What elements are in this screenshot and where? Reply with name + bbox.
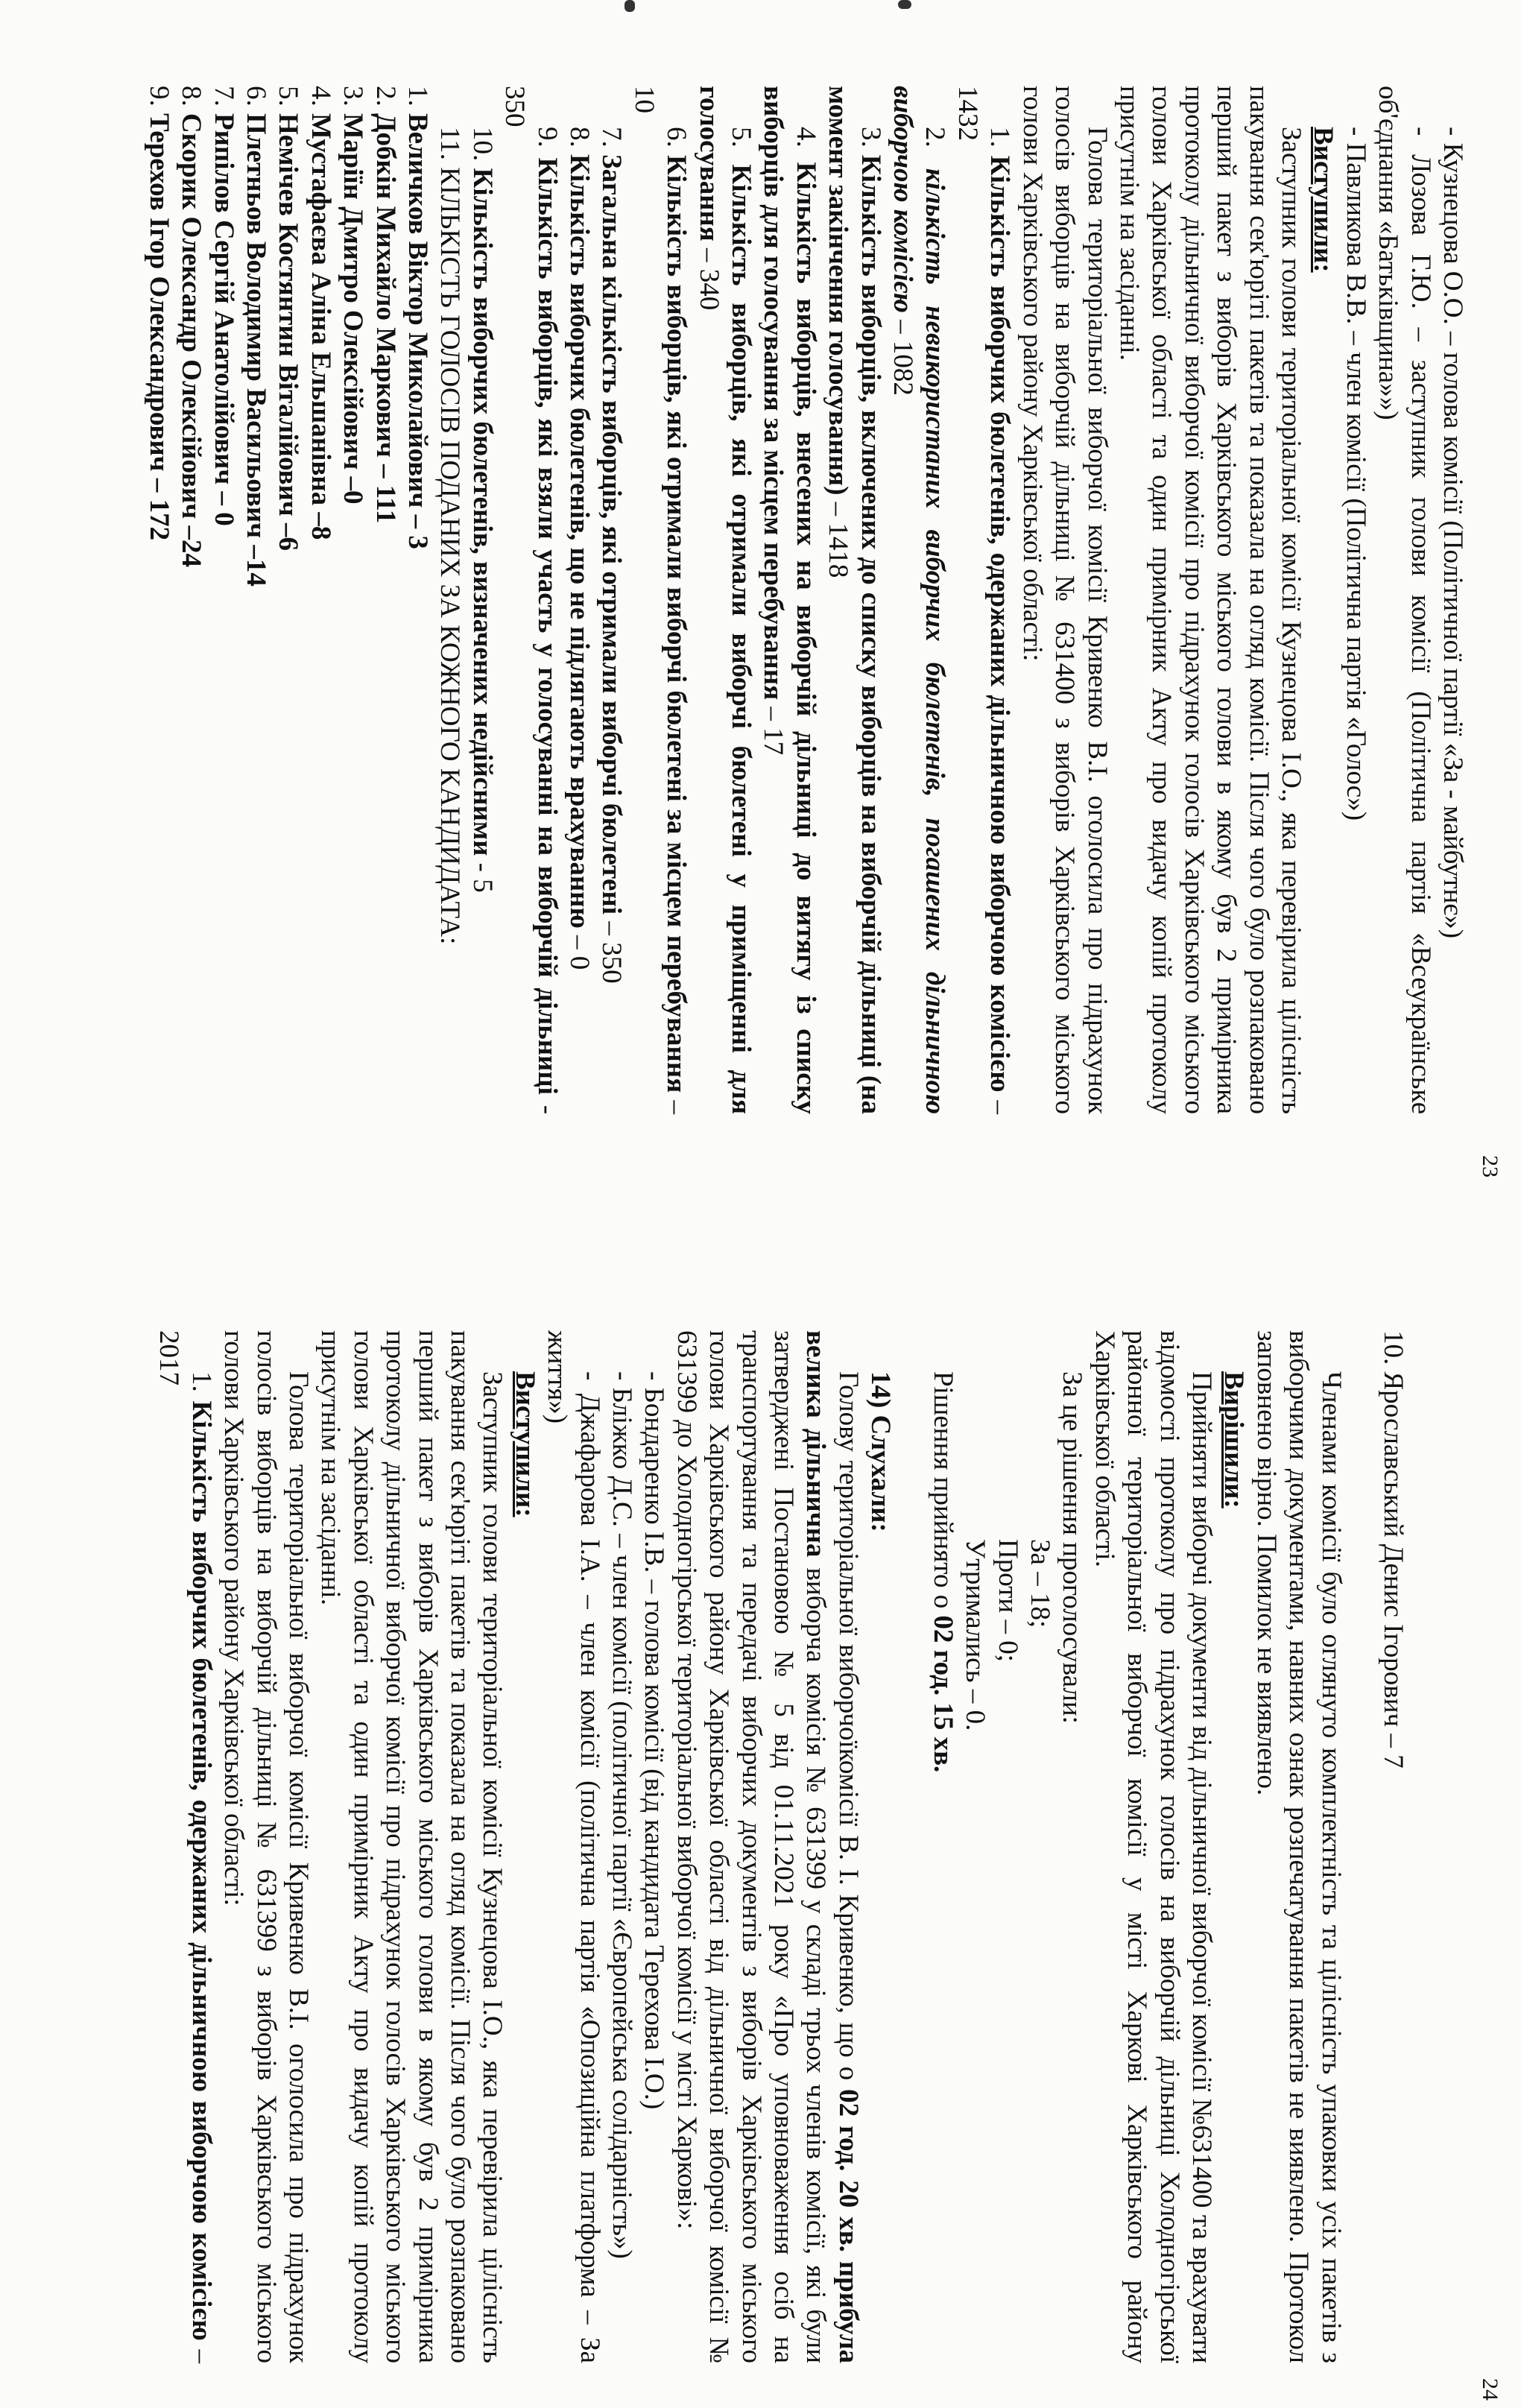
candidate-row: 3. Маріїн Дмитро Олексійович –0 bbox=[338, 86, 369, 505]
decision-time: Рішення прийнято о 02 год. 15 хв. bbox=[927, 1371, 958, 1773]
check-paragraph: Членами комісії було оглянуто комплектність та цілісність упаковки усіх пакетів з виборчими документами, навних ознак розпечатування пакетів не виявлено. Протокол заповнено вірно. Помилок не виявлено. bbox=[1250, 1330, 1347, 2363]
candidate-row: 10. Ярославський Денис Ігорович – 7 bbox=[1378, 1330, 1408, 1769]
candidate-row: 1. Величков Віктор Миколайович – 3 bbox=[402, 86, 433, 549]
vote-intro: За це рішення проголосували: bbox=[1057, 1371, 1088, 1724]
candidate-row: 2. Добкін Михайло Маркович – 111 bbox=[370, 86, 401, 524]
candidate-row: 7. Рипілов Сергій Анатолійович – 0 bbox=[208, 86, 239, 526]
section-14-label: 14) Слухали: bbox=[865, 1371, 897, 1532]
announcement-paragraph: Голова територіальної виборчої комісії Кривенко В.І. оголосила про підрахунок голосів виборців на виборчій дільниці № 631400 з виборів Харківського міського голови Харківського району Харківської області: bbox=[1016, 86, 1113, 1114]
candidate-list bbox=[142, 86, 434, 1114]
result-item: 4. Кількість виборців, внесених на виборчій дільниці до витягу із списку виборців для голосування за місцем перебування – 17 bbox=[758, 86, 821, 1114]
speakers-label: Виступили: bbox=[509, 1371, 540, 1517]
page-number: 23 bbox=[1478, 1155, 1502, 1178]
member-line: - Бондаренко І.В. – голова комісії (від кандидата Терехова І.О.) bbox=[639, 1371, 670, 2110]
decision-paragraph: Прийняти виборчі документи від дільничної виборчої комісії №631400 та врахувати відомості протоколу про підрахунок голосів на виборчій дільниці Холодногірської районної територіальної виборчої комісії у місті Харкові Харківського району Харківської області. bbox=[1089, 1330, 1217, 2363]
result-item: 9. Кількість виборців, які взяли участь у голосуванні на виборчій дільниці - 350 bbox=[499, 86, 563, 1115]
member-line: - Бліжко Д.С. – член комісії (політичної партії «Європейська солідарність») bbox=[607, 1371, 638, 2259]
vote-against: Проти – 0; bbox=[992, 1539, 1023, 1662]
result-item: 3. Кількість виборців, включених до списку виборців на виборчій дільниці (на момент закінчення голосування) – 1418 bbox=[823, 86, 886, 1115]
page-body bbox=[142, 86, 1469, 1114]
vote-abstain: Утримались – 0. bbox=[960, 1539, 991, 1731]
member-line: - Павликова В.В. – член комісії (Політична партія «Голос») bbox=[1340, 127, 1371, 821]
candidate-row: 8. Скорик Олександр Олексійович –24 bbox=[176, 86, 207, 567]
page-number: 24 bbox=[1478, 2378, 1502, 2401]
vote-for: За – 18; bbox=[1024, 1539, 1055, 1628]
candidates-heading: 11. КІЛЬКІСТЬ ГОЛОСІВ ПОДАНИХ ЗА КОЖНОГО КАНДИДАТА: bbox=[434, 127, 466, 945]
member-line: - Джафарова І.А. – член комісії (політична партія «Опозиційна платформа – За життя») bbox=[542, 1330, 605, 2363]
result-item: 7. Загальна кількість виборців, які отримали виборчі бюлетені – 350 bbox=[596, 127, 627, 984]
candidate-row: 9. Терехов Ігор Олександрович – 172 bbox=[143, 86, 174, 541]
announcement-paragraph: Голова територіальної виборчої комісії Кривенко В.І. оголосила про підрахунок голосів виборців на виборчій дільниці № 631399 з виборів Харківського міського голови Харківського району Харківської області: bbox=[218, 1330, 314, 2363]
candidate-row: 5. Немічев Костянтин Віталійович –6 bbox=[273, 86, 304, 551]
page-body bbox=[153, 1330, 1409, 2363]
result-item: 5. Кількість виборців, які отримали виборчі бюлетені у приміщенні для голосування – 340 bbox=[693, 86, 757, 1114]
candidate-row: 6. Плетньов Володимир Васильович –14 bbox=[240, 86, 271, 587]
page-24 bbox=[0, 1204, 1521, 2408]
result-item: 2. кількість невикористаних виборчих бюлетенів, погашених дільничною виборчою комісією – 1082 bbox=[888, 86, 951, 1114]
candidate-row: 4. Мустафаєва Аліна Ельшанівна –8 bbox=[305, 86, 336, 540]
result-item: 1. Кількість виборчих бюлетенів, одержаних дільничною виборчою комісією – 1432 bbox=[952, 86, 1016, 1114]
decided-label: Вирішили: bbox=[1218, 1371, 1250, 1508]
result-item: 10. Кількість виборчих бюлетенів, визначених недійсними - 5 bbox=[467, 127, 498, 893]
result-item: 6. Кількість виборців, які отримали виборчі бюлетені за місцем перебування – 10 bbox=[628, 86, 692, 1114]
speaker-paragraph: Заступник голови територіальної комісії Кузнецова І.О., яка перевірила цілісність пакування сек'юріті пакетів та показала на огляд комісії. Після чого було розпаковано перший пакет з виборів Харківського міського голови в якому був 2 примірника протоколу дільничної виборчої комісії про підрахунок голосів Харківського міського голови Харківської області та один примірник Акту про видачу копій протоколу присутнім на засіданні. bbox=[1113, 86, 1306, 1114]
member-line: - Лозова Г.Ю. – заступник голови комісії (Політична партія «Всеукраїнське об'єднання «Батьківщина»») bbox=[1373, 86, 1436, 1114]
result-item: 1. Кількість виборчих бюлетенів, одержаних дільничною виборчою комісією – 2017 bbox=[154, 1330, 217, 2363]
section-14-paragraph: Голову територіальної виборчоїкомісії В. І. Кривенко, що о 02 год. 20 хв. прибула велика дільнична виборча комісія № 631399 у складі трьох членів комісії, які були затверджені Постановою № 5 від 01.11.2021 року «Про уповноваження осіб на транспортування та передачі виборчих документів з виборів Харківського міського голови Харківського району Харківської області від дільничної виборчої комісії № 631399 до Холодногірської територіальної виборчої комісії у місті Харкові»: bbox=[671, 1330, 864, 2363]
speakers-label: Виступили: bbox=[1308, 127, 1339, 273]
speaker-paragraph: Заступник голови територіальної комісії Кузнецова І.О., яка перевірила цілісність пакування сек'юріті пакетів та показала на огляд комісії. Після чого було розпаковано перший пакет з виборів Харківського міського голови в якому був 2 примірника протоколу дільничної виборчої комісії про підрахунок голосів Харківського міського голови Харківської області та один примірник Акту про видачу копій протоколу присутнім на засіданні. bbox=[315, 1330, 508, 2363]
member-line: - Кузнецова О.О. – голова комісії (Політичної партії «За - майбутнє») bbox=[1438, 127, 1468, 939]
result-item: 8. Кількість виборчих бюлетенів, що не підлягають врахуванню – 0 bbox=[564, 127, 595, 970]
